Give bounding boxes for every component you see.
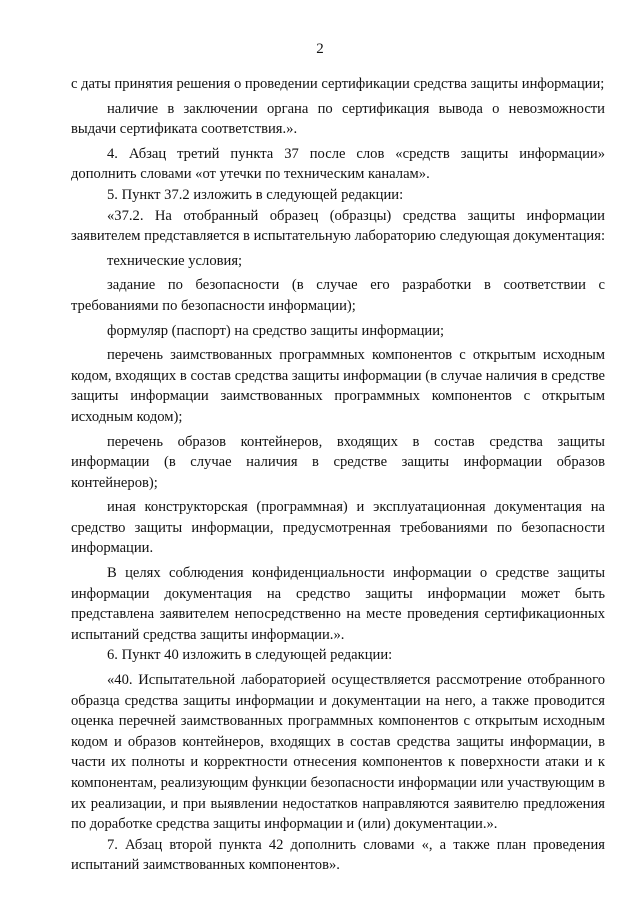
paragraph-13: 6. Пункт 40 изложить в следующей редакции: <box>107 647 393 664</box>
paragraph-3: 4. Абзац третий пункта 37 после слов «средств защиты информации» дополнить словами «от утечки по техническим каналам». <box>71 145 605 183</box>
paragraph-5: «37.2. На отобранный образец (образцы) средства защиты информации заявителем представляется в испытательную лабораторию следующая документация: <box>71 207 606 245</box>
paragraph-11: иная конструкторская (программная) и эксплуатационная документация на средство защиты информации, предусмотренная требованиями по безопасности информации. <box>71 499 605 557</box>
paragraph-9: перечень заимствованных программных компонентов с открытым исходным кодом, входящих в состав средства защиты информации (в случае наличия в средстве защиты информации заимствованных программных компонентов с открытым исходным кодом); <box>71 347 605 425</box>
paragraph-15: 7. Абзац второй пункта 42 дополнить словами «, а также план проведения испытаний заимствованных компонентов». <box>71 836 605 874</box>
paragraph-4: 5. Пункт 37.2 изложить в следующей редакции: <box>107 186 404 203</box>
paragraph-12: В целях соблюдения конфиденциальности информации о средстве защиты информации документация на средство защиты информации может быть представлена заявителем непосредственно на месте проведения сертификационных испытаний средства защиты информации.». <box>71 565 605 643</box>
paragraph-1: с даты принятия решения о проведении сертификации средства защиты информации; <box>71 76 605 92</box>
paragraph-10: перечень образов контейнеров, входящих в состав средства защиты информации (в случае наличия в средстве защиты информации образов контейнеров); <box>71 433 605 491</box>
paragraph-6: технические условия; <box>107 252 243 269</box>
paragraph-7: задание по безопасности (в случае его разработки в соответствии с требованиями по безопасности информации); <box>71 277 605 314</box>
paragraph-14: «40. Испытательной лабораторией осуществляется рассмотрение отобранного образца средства защиты информации и документации на него, а также проводится оценка перечней заимствованных программных компонентов с открытым исходным кодом и образов контейнеров, входящих в состав средства защиты информации, в части их полноты и корректности отнесения компонентов к поверхности атаки и к компонентам, реализующим функции безопасности информации или участвующим в их реализации, и при выявлении недостатков направляются заявителю предложения по доработке средства защиты информации и (или) документации.». <box>71 672 605 833</box>
document-body <box>71 74 605 876</box>
paragraph-2: наличие в заключении органа по сертификация вывода о невозможности выдачи сертификата соответствия.». <box>71 100 605 138</box>
page-number: 2 <box>316 41 324 57</box>
paragraph-8: формуляр (паспорт) на средство защиты информации; <box>107 322 445 339</box>
